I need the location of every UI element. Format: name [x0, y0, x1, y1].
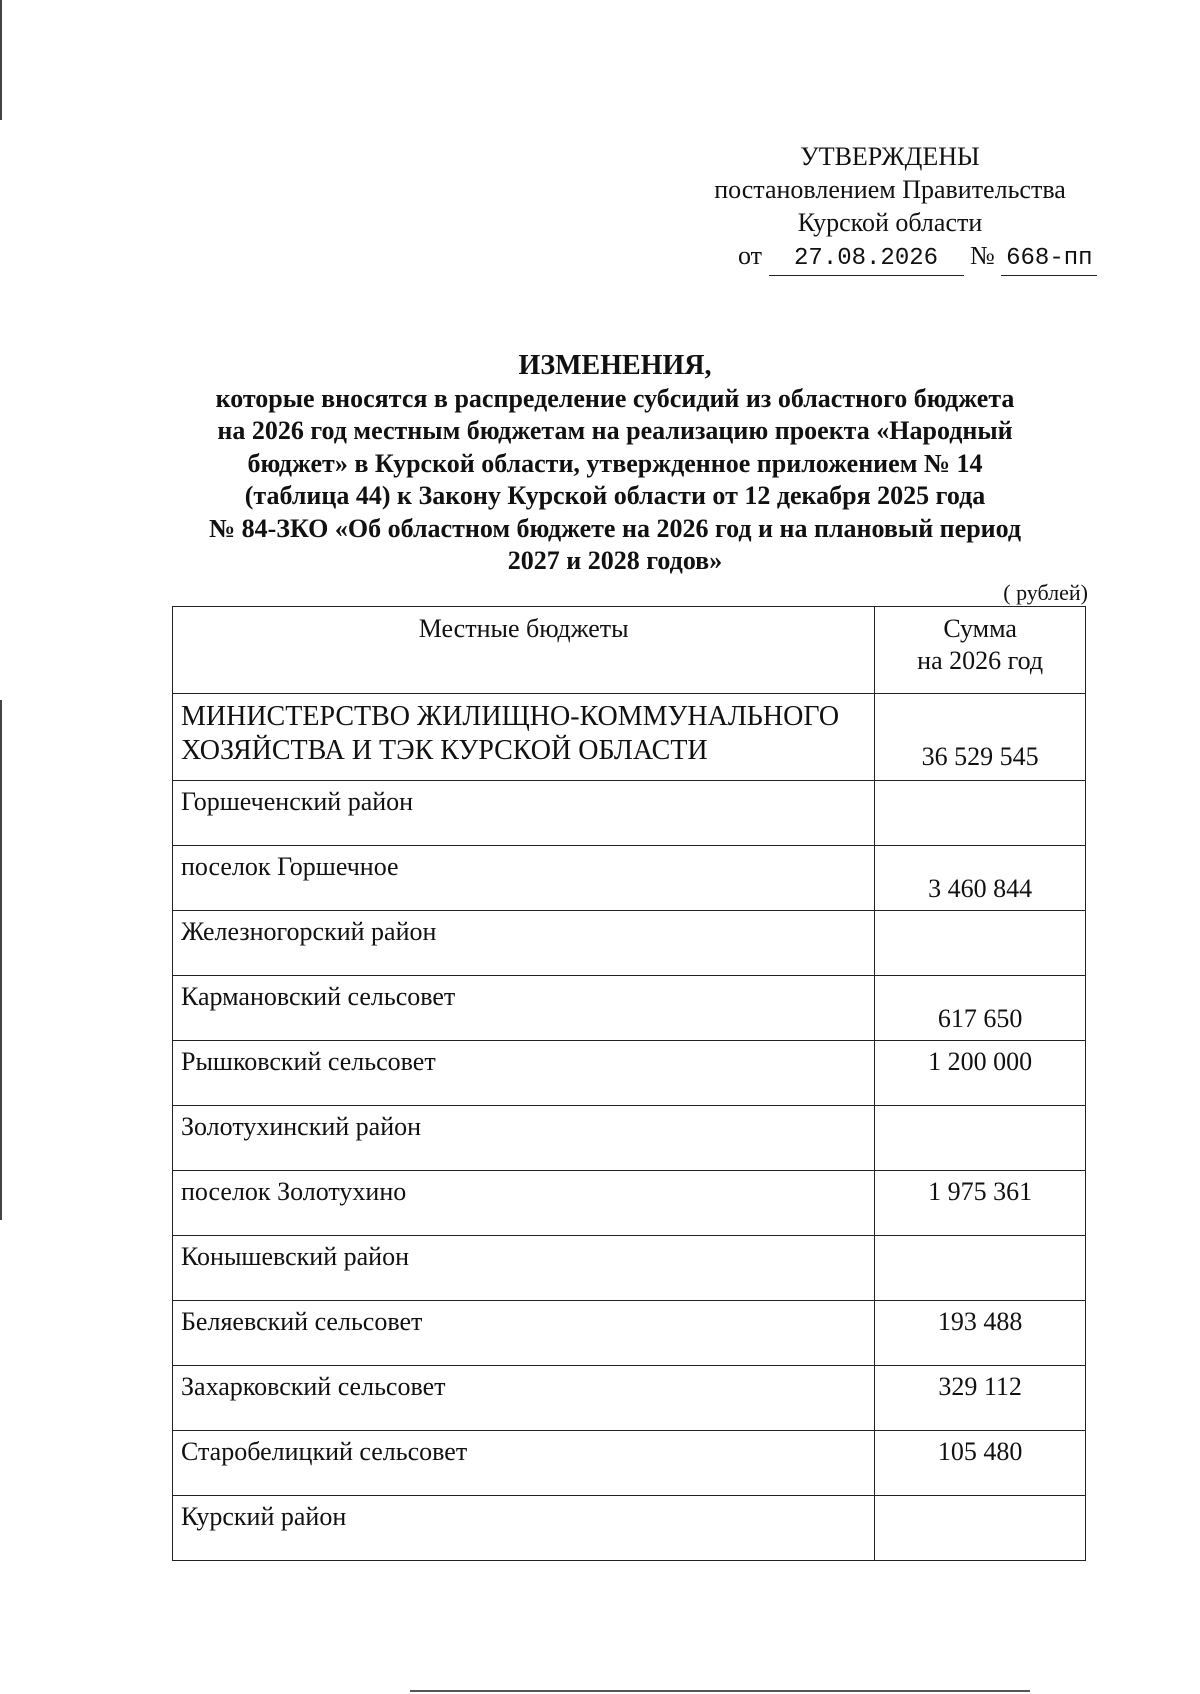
row-sum: 105 480 — [875, 1431, 1086, 1496]
row-sum: 329 112 — [875, 1366, 1086, 1431]
ministry-name-line: ХОЗЯЙСТВА И ТЭК КУРСКОЙ ОБЛАСТИ — [181, 735, 708, 766]
title-line: 2027 и 2028 годов» — [507, 546, 723, 575]
row-name: Курский район — [173, 1496, 875, 1561]
approval-heading: УТВЕРЖДЕНЫ — [800, 142, 980, 171]
table-row — [173, 976, 1086, 1041]
row-sum: 193 488 — [875, 1301, 1086, 1366]
row-name: Железногорский район — [173, 911, 875, 976]
row-name: поселок Золотухино — [173, 1171, 875, 1236]
approval-line: постановлением Правительства — [714, 175, 1066, 204]
row-sum — [875, 1496, 1086, 1561]
header-local-budgets: Местные бюджеты — [173, 607, 875, 694]
scan-margin-mark — [0, 700, 2, 1220]
table-row — [173, 1106, 1086, 1171]
row-sum — [875, 781, 1086, 846]
title-line: (таблица 44) к Закону Курской области от 12 декабря 2025 года — [244, 481, 986, 510]
row-name: Беляевский сельсовет — [173, 1301, 875, 1366]
ministry-name — [173, 694, 875, 781]
header-sum-line: Сумма — [943, 614, 1017, 643]
page-bottom-edge — [410, 1690, 1030, 1692]
approval-block — [690, 140, 1093, 276]
row-name: Кармановский сельсовет — [173, 976, 875, 1041]
row-sum: 617 650 — [875, 976, 1086, 1041]
header-sum — [875, 607, 1086, 694]
ministry-name-line: МИНИСТЕРСТВО ЖИЛИЩНО-КОММУНАЛЬНОГО — [181, 701, 840, 732]
title-heading: ИЗМЕНЕНИЯ, — [518, 350, 712, 381]
title-line: которые вносятся в распределение субсидий из областного бюджета — [215, 383, 1015, 413]
number-label: № — [970, 241, 995, 270]
row-name: Золотухинский район — [173, 1106, 875, 1171]
table-row — [173, 1236, 1086, 1301]
approval-signature-row — [690, 239, 1093, 276]
row-name: поселок Горшечное — [173, 846, 875, 911]
ministry-row — [173, 694, 1086, 781]
title-line: бюджет» в Курской области, утвержденное приложением № 14 — [247, 448, 983, 478]
table-row — [173, 1171, 1086, 1236]
row-name: Старобелицкий сельсовет — [173, 1431, 875, 1496]
row-sum: 1 200 000 — [875, 1041, 1086, 1106]
table-row — [173, 846, 1086, 911]
title-line: № 84-ЗКО «Об областном бюджете на 2026 год и на плановый период — [208, 513, 1022, 543]
table-row — [173, 911, 1086, 976]
ministry-sum: 36 529 545 — [875, 694, 1086, 781]
row-sum: 1 975 361 — [875, 1171, 1086, 1236]
title-line: на 2026 год местным бюджетам на реализацию проекта «Народный — [217, 416, 1013, 445]
table-row — [173, 1496, 1086, 1561]
row-sum — [875, 1106, 1086, 1171]
row-name: Захарковский сельсовет — [173, 1366, 875, 1431]
row-sum: 3 460 844 — [875, 846, 1086, 911]
row-name: Рышковский сельсовет — [173, 1041, 875, 1106]
table-row — [173, 1431, 1086, 1496]
document-title — [150, 350, 1080, 578]
table-header-row — [173, 607, 1086, 694]
units-label: ( рублей) — [1003, 580, 1088, 605]
approval-date: 27.08.2026 — [769, 242, 964, 276]
table-row — [173, 1041, 1086, 1106]
scan-margin-mark — [0, 0, 2, 120]
table-row — [173, 781, 1086, 846]
row-sum — [875, 911, 1086, 976]
approval-number: 668-пп — [1001, 242, 1097, 276]
row-sum — [875, 1236, 1086, 1301]
from-label: от — [738, 241, 763, 270]
row-name: Горшеченский район — [173, 781, 875, 846]
table-row — [173, 1366, 1086, 1431]
table-row — [173, 1301, 1086, 1366]
row-name: Конышевский район — [173, 1236, 875, 1301]
approval-line: Курской области — [797, 208, 983, 237]
header-sum-line: на 2026 год — [917, 646, 1044, 675]
budget-table — [172, 606, 1086, 1561]
